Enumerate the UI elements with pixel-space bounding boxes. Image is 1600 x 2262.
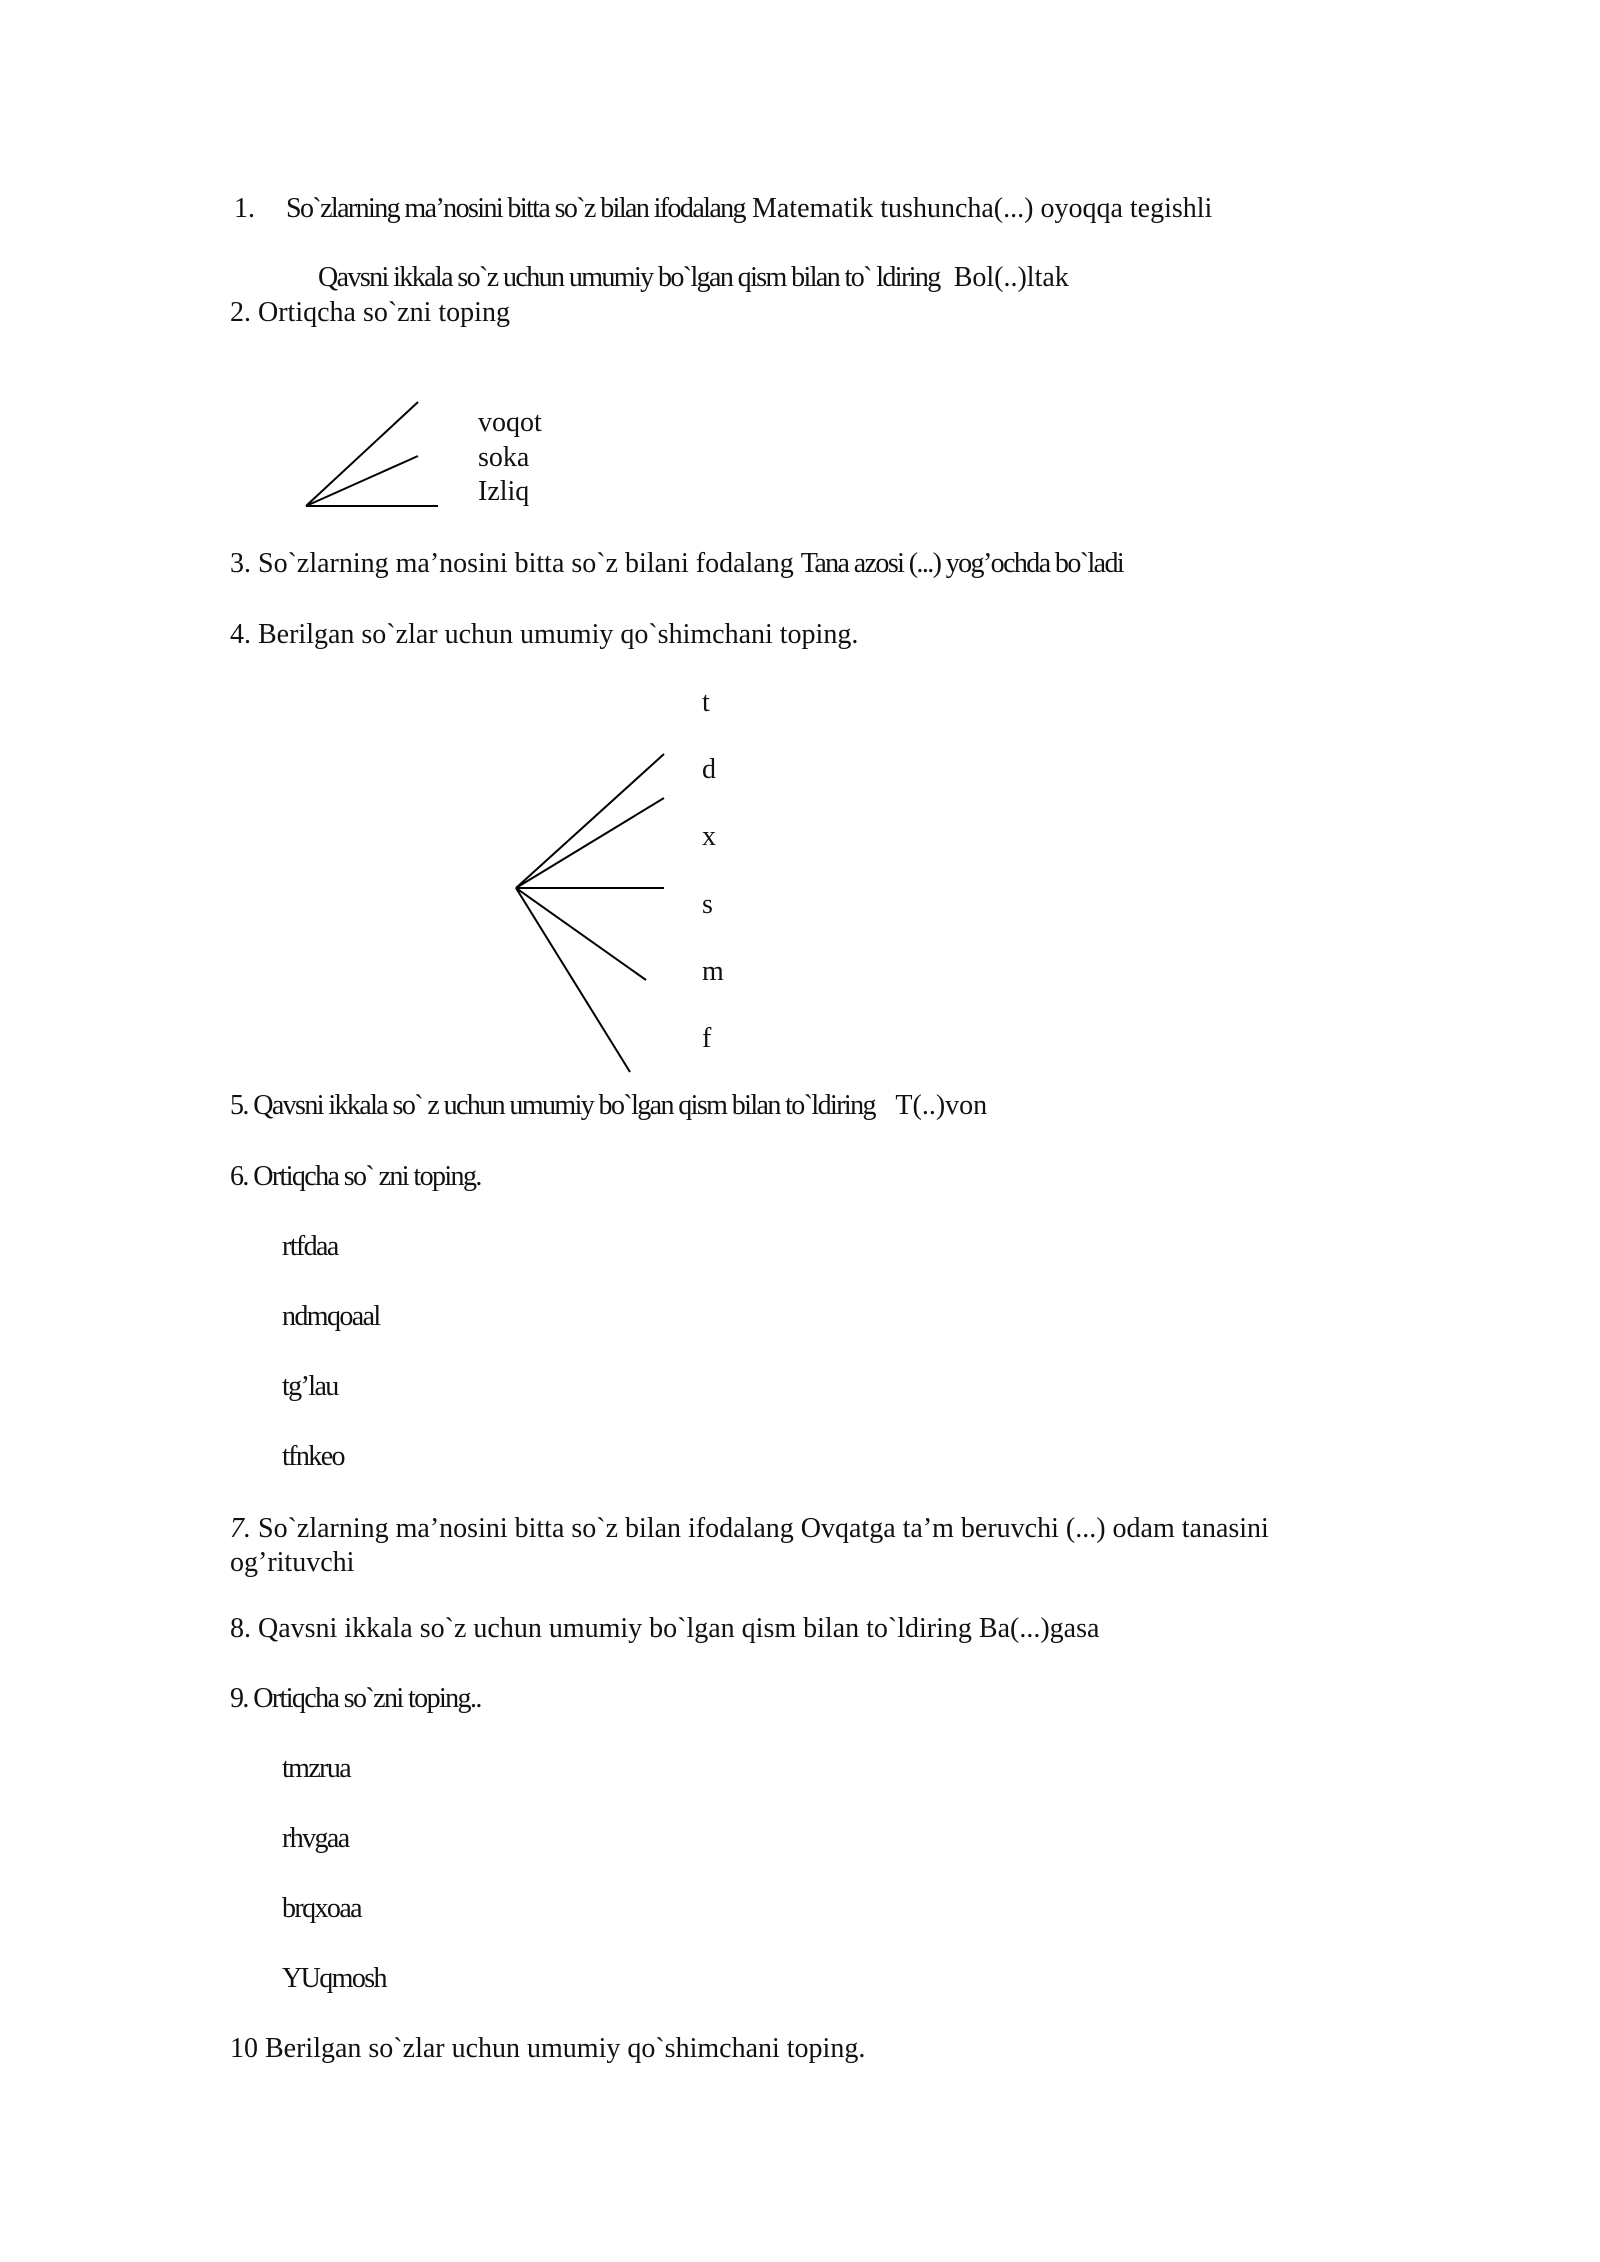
suffix-letter: t (702, 687, 710, 718)
question-task: Tana azosi (...) yog’ochda bo`ladi (800, 548, 1124, 579)
question-number: 1. (234, 193, 255, 224)
word-option: Izliq (478, 476, 530, 507)
word-option: ndmqoaal (282, 1301, 380, 1332)
question-task: Matematik tushuncha(...) oyoqqa tegishli (751, 193, 1213, 224)
suffix-letter: s (702, 889, 713, 920)
word-option: voqot (478, 407, 542, 438)
branch-line (516, 888, 646, 980)
question-prompt: 5. Qavsni ikkala so` z uchun umumiy bo`lgan qism bilan to`ldiring (230, 1090, 875, 1121)
branch-line (516, 888, 630, 1072)
word-option: soka (478, 442, 530, 473)
question-9: 9. Ortiqcha so`zni toping.. (230, 1683, 481, 1714)
suffix-letter: m (702, 956, 724, 987)
question-2: 2. Ortiqcha so`zni toping (230, 297, 510, 328)
branch-line (516, 754, 664, 888)
question-4: 4. Berilgan so`zlar uchun umumiy qo`shimchani toping. (230, 619, 859, 650)
word-option: tmzrua (282, 1753, 351, 1784)
question-10: 10 Berilgan so`zlar uchun umumiy qo`shimchani toping. (230, 2033, 866, 2064)
question-5 (230, 1089, 987, 1123)
question-prompt: Qavsni ikkala so`z uchun umumiy bo`lgan qism bilan to` ldiring (318, 262, 940, 293)
question-number: 7. (230, 1513, 251, 1544)
question-prompt: So`zlarning ma’nosini bitta so`z bilan ifodalang (286, 193, 745, 224)
question-task: Bol(..)ltak (953, 262, 1069, 293)
word-option: rhvgaa (282, 1823, 349, 1854)
question-8: 8. Qavsni ikkala so`z uchun umumiy bo`lgan qism bilan to`ldiring Ba(...)gasa (230, 1613, 1100, 1644)
word-option: brqxoaa (282, 1893, 361, 1924)
question-7 (230, 1512, 1269, 1546)
branch-line (516, 798, 664, 888)
word-option: YUqmosh (282, 1963, 386, 1994)
suffix-letter: d (702, 754, 716, 785)
question-task: T(..)von (895, 1090, 988, 1121)
word-option: rtfdaa (282, 1231, 338, 1262)
suffix-letter: f (702, 1023, 712, 1054)
word-option: tfnkeo (282, 1441, 344, 1472)
question-6: 6. Ortiqcha so` zni toping. (230, 1161, 481, 1192)
question-prompt: 3. So`zlarning ma’nosini bitta so`z bilani fodalang (230, 548, 794, 579)
word-option: tg’lau (282, 1371, 338, 1402)
question-prompt: So`zlarning ma’nosini bitta so`z bilan ifodalang Ovqatga ta’m beruvchi (...) odam tanasini (251, 1513, 1269, 1544)
question-7-continued: og’rituvchi (230, 1547, 355, 1578)
suffix-letter: x (702, 821, 716, 852)
